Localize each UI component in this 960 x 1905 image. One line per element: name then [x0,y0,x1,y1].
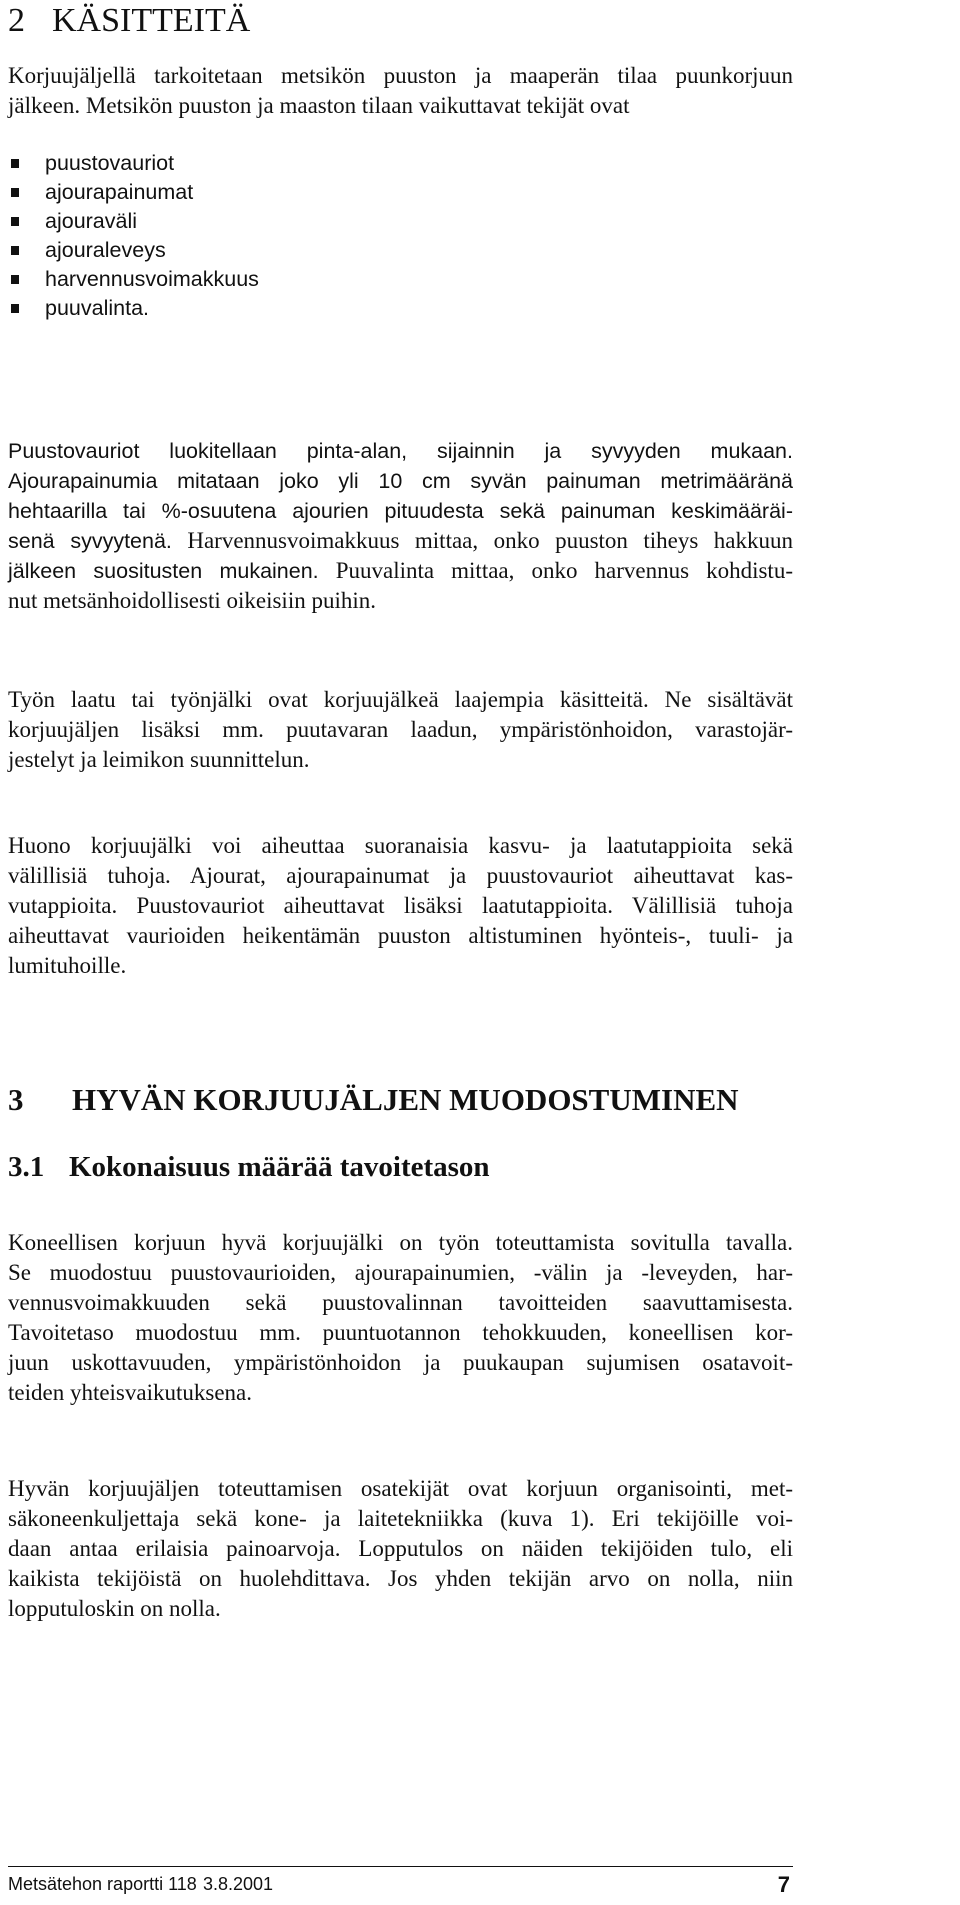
text-line: Korjuujäljellä tarkoitetaan metsikön puuston ja maaperän tilaa puunkorjuun [8,63,793,88]
section-number: 3 [8,1082,24,1117]
text-line: aiheuttavat vaurioiden heikentämän puuston altistuminen hyönteis-, tuuli- ja [8,923,793,948]
list-item: ajourapainumat [8,178,259,207]
factor-list [8,149,259,323]
bullet-square-icon [11,217,19,226]
text-line: senä syvyytenä. Harvennusvoimakkuus mittaa, onko puuston tiheys hakkuun [8,528,793,553]
list-item: puustovauriot [8,149,259,178]
section-2-heading [8,4,250,38]
section-3-1-heading [8,1153,490,1182]
text-line: lumituhoille. [8,953,127,978]
text-line: vutappioita. Puustovauriot aiheuttavat lisäksi laatutappioita. Välillisiä tuhoja [8,893,793,918]
text-line: säkoneenkuljettaja sekä kone- ja laitetekniikka (kuva 1). Eri tekijöille voi- [8,1506,793,1531]
footer-divider [8,1866,793,1867]
report-name: Metsätehon raportti 118 [8,1874,197,1894]
paragraph-definitions [8,436,793,616]
section-number: 3.1 [8,1151,45,1183]
text-line: hehtaarilla tai %-osuutena ajourien pituudesta sekä painuman keskimääräi- [8,499,793,523]
bullet-square-icon [11,159,19,168]
text-line: vennusvoimakkuuden sekä puustovalinnan tavoitteiden saavuttamisesta. [8,1290,793,1315]
text-line: Tavoitetaso muodostuu mm. puuntuotannon tehokkuuden, koneellisen kor- [8,1320,793,1345]
list-item: ajouraväli [8,207,259,236]
text-line: jälkeen. Metsikön puuston ja maaston tilaan vaikuttavat tekijät ovat [8,93,630,118]
bullet-square-icon [11,275,19,284]
list-item: puuvalinta. [8,294,259,323]
list-item: ajouraleveys [8,236,259,265]
intro-paragraph [8,61,793,121]
text-line: Ajourapainumia mitataan joko yli 10 cm syvän painuman metrimääränä [8,469,793,493]
text-line: välillisiä tuhoja. Ajourat, ajourapainumat ja puustovauriot aiheuttavat kas- [8,863,794,888]
list-item: harvennusvoimakkuus [8,265,259,294]
text-line: jestelyt ja leimikon suunnittelun. [8,747,310,772]
text-line: Se muodostuu puustovaurioiden, ajourapainumien, -välin ja -leveyden, har- [8,1260,793,1285]
text-line: korjuujäljen lisäksi mm. puutavaran laadun, ympäristönhoidon, varastojär- [8,717,793,742]
text-line: nut metsänhoidollisesti oikeisiin puihin. [8,588,376,613]
bullet-square-icon [11,246,19,255]
text-line: kaikista tekijöistä on huolehdittava. Jos yhden tekijän arvo on nolla, niin [8,1566,793,1591]
report-date: 3.8.2001 [203,1874,274,1894]
section-title: Kokonaisuus määrää tavoitetason [69,1151,490,1183]
text-line: daan antaa erilaisia painoarvoja. Lopputulos on näiden tekijöiden tulo, eli [8,1536,793,1561]
text-line: Huono korjuujälki voi aiheuttaa suoranaisia kasvu- ja laatutappioita sekä [8,833,793,858]
text-line: Hyvän korjuujäljen toteuttamisen osatekijät ovat korjuun organisointi, met- [8,1476,793,1501]
text-line: lopputuloskin on nolla. [8,1596,221,1621]
text-line: Puustovauriot luokitellaan pinta-alan, sijainnin ja syvyyden mukaan. [8,439,793,463]
bullet-square-icon [11,188,19,197]
section-title: KÄSITTEITÄ [52,2,251,39]
bullet-square-icon [11,304,19,313]
text-line: Koneellisen korjuun hyvä korjuujälki on työn toteuttamista sovitulla tavalla. [8,1230,793,1255]
text-line: Työn laatu tai työnjälki ovat korjuujälkeä laajempia käsitteitä. Ne sisältävät [8,687,793,712]
page-number: 7 [777,1872,790,1897]
text-line: jälkeen suositusten mukainen. Puuvalinta mittaa, onko harvennus kohdistu- [8,558,793,583]
text-line: juun uskottavuuden, ympäristönhoidon ja puukaupan sujumisen osatavoit- [8,1350,793,1375]
text-line: teiden yhteisvaikutuksena. [8,1380,252,1405]
paragraph-damage [8,831,793,981]
section-number: 2 [8,2,25,39]
section-title: HYVÄN KORJUUJÄLJEN MUODOSTUMINEN [72,1082,739,1117]
paragraph-components [8,1474,793,1624]
paragraph-work-quality [8,685,793,775]
section-3-heading [8,1084,739,1115]
paragraph-target-level [8,1228,793,1408]
